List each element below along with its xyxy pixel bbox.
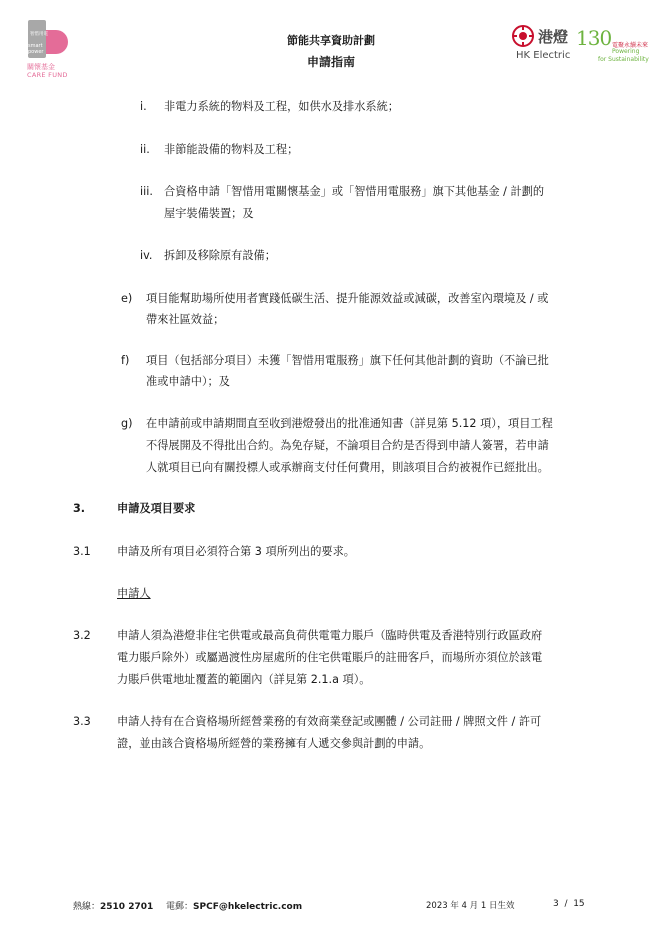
footer-email-label: 電郵：: [166, 902, 194, 912]
clause-text: 申請人持有在合資格場所經營業務的有效商業登記或團體 / 公司註冊 / 牌照文件 / 許可: [117, 715, 542, 728]
letter-item-text: 不得展開及不得批出合約。為免存疑，不論項目合約是否得到申請人簽署，若申請: [146, 439, 549, 452]
clause-number: 3.3: [73, 715, 91, 728]
letter-item-text: 帶來社區效益；: [146, 313, 225, 326]
document-title: 節能共享資助計劃: [287, 34, 375, 47]
letter-item-marker: g): [121, 417, 133, 430]
care-fund-logo-cn: 關懷基金: [27, 63, 55, 71]
footer-hotline-label: 熱線：: [73, 902, 101, 912]
clause-text: 力賬戶供電地址覆蓋的範圍內（詳見第 2.1.a 項）。: [117, 673, 371, 686]
letter-item-text: 項目（包括部分項目）未獲「智惜用電服務」旗下任何其他計劃的資助（不論已批: [146, 354, 549, 367]
anniversary-logo: [576, 26, 656, 68]
clause-number: 3.2: [73, 629, 91, 642]
roman-item-marker: i.: [140, 100, 147, 113]
anniversary-number: 130: [576, 26, 612, 50]
letter-item-text: 人就項目已向有關投標人或承辦商支付任何費用，則該項目合約被視作已經批出。: [146, 461, 549, 474]
letter-item-text: 項目能幫助場所使用者實踐低碳生活、提升能源效益或減碳，改善室內環境及 / 或: [146, 292, 549, 305]
anniversary-en-2: for Sustainability: [598, 56, 649, 63]
section-title: 申請及項目要求: [117, 502, 196, 515]
care-fund-logo-en: CARE FUND: [27, 71, 68, 79]
roman-item-text: 屋宇裝備裝置；及: [164, 207, 254, 220]
footer-effective-date: 2023 年 4 月 1 日生效: [426, 901, 515, 911]
anniversary-cn: 電聚永續未來: [612, 42, 649, 49]
roman-item-text: 非電力系統的物料及工程，如供水及排水系統；: [164, 100, 399, 113]
document-subtitle: 申請指南: [306, 55, 355, 69]
roman-item-marker: iii.: [140, 185, 153, 198]
clause-text: 申請人須為港燈非住宅供電或最高負荷供電電力賬戶（臨時供電及香港特別行政區政府: [117, 629, 543, 642]
hk-electric-en: HK Electric: [516, 50, 571, 61]
clause-text: 電力賬戶除外）或屬過渡性房屋處所的住宅供電賬戶的註冊客戶，而場所亦須位於該電: [117, 651, 543, 664]
letter-item-text: 准或申請中）；及: [146, 375, 230, 388]
footer-email-address[interactable]: SPCF@hkelectric.com: [193, 902, 303, 912]
footer-email: [166, 899, 302, 912]
hk-electric-emblem-icon: [510, 24, 536, 48]
hk-electric-logo: [510, 24, 580, 66]
roman-item-text: 合資格申請「智惜用電關懷基金」或「智惜用電服務」旗下其他基金 / 計劃的: [164, 185, 545, 198]
subheading-applicant: 申請人: [117, 587, 151, 600]
roman-item-marker: iv.: [140, 249, 153, 262]
footer-hotline: [73, 899, 153, 912]
svg-text:智惜用電: 智惜用電: [30, 32, 48, 37]
roman-item-text: 拆卸及移除原有設備；: [164, 249, 276, 262]
roman-item-text: 非節能設備的物料及工程；: [164, 143, 299, 156]
letter-item-text: 在申請前或申請期間直至收到港燈發出的批准通知書（詳見第 5.12 項），項目工程: [146, 417, 553, 430]
hk-electric-cn: 港燈: [538, 28, 569, 46]
letter-item-marker: f): [121, 354, 130, 367]
footer-hotline-number: 2510 2701: [100, 902, 154, 912]
letter-item-marker: e): [121, 292, 133, 305]
clause-text: 申請及所有項目必須符合第 3 項所列出的要求。: [117, 545, 355, 558]
roman-item-marker: ii.: [140, 143, 150, 156]
clause-text: 證，並由該合資格場所經營的業務擁有人遞交參與計劃的申請。: [117, 737, 431, 750]
clause-number: 3.1: [73, 545, 91, 558]
anniversary-en-1: Powering: [612, 48, 640, 55]
care-fund-logo-top: smart power: [28, 43, 44, 55]
footer-page-number: 3 / 15: [553, 899, 585, 909]
section-number: 3.: [73, 502, 86, 515]
